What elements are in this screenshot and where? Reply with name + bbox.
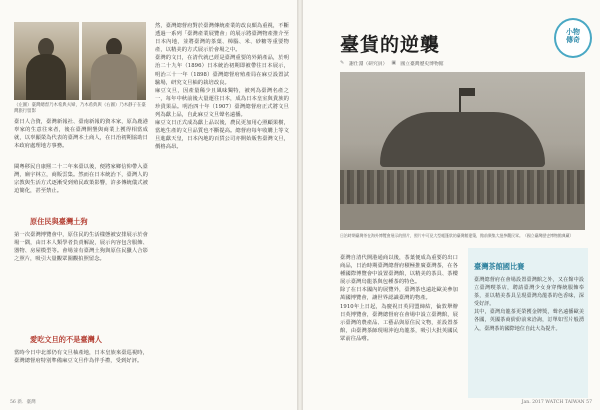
left-col1-mid-text: 閩粵移民自康熙二十二年來臺以後，便將家鄉信仰帶入臺灣，廟宇林立，商販雲集。然而在日本統治下，臺灣人的宗教與生活方式逐漸受到殖民政策影響，許多傳統儀式被迫簡化，甚至禁止。 [14,164,148,195]
exhibition-photo-caption: 日治時期臺灣茶在海外博覽會展示的照片，照片中可見大型帳篷狀的臺灣館建築，館前聚集大批參觀民眾。（國立臺灣歷史博物館典藏） [340,233,574,238]
subhead-indigenous-dogs: 原住民與臺灣土狗 [30,217,88,226]
left-folio [10,399,36,405]
subhead-wendan-pomelo: 愛吃文旦的不是臺灣人 [30,335,102,344]
portrait-man [14,22,79,100]
article-title: 臺貨的逆襲 [340,34,441,56]
badge-line1: 小物 [566,27,580,36]
left-col1-upper-text: 臺日人合資，臺灣新報社、臺南新報的資本家，原為鹿港辜家的生意往來者，後在臺灣開墾與商業上獲得相當成就，以辜顯榮為代表的臺灣本土商人，在日治初期協助日本政府處理地方事務。 [14,119,148,150]
historical-portrait-photos [14,22,146,100]
sidebar-title: 臺灣茶館國比賽 [474,262,525,271]
left-col1-bottom-text: 當時今日中北部仍有文旦柚產地，日本皇族來臺巡視時，臺灣總督府特別準備麻豆文旦作為伴手禮，受到好評。 [14,350,148,365]
badge-line2: 傳奇 [566,35,580,44]
right-folio [522,400,592,405]
sidebar-text: 臺灣總督府在會場設置臺灣館之外，又在館中設立臺灣喫茶店，聘請臺灣少女身穿傳統服飾奉茶，並以精美茶具呈現臺灣烏龍茶的色香味，深受好評。 其中，臺灣烏龍茶更榮獲金牌獎，聲名遠播歐美各國，英國茶商紛紛前來洽詢，訂單如雪片般湧入，臺灣茶的國際地位自此大為提升。 [474,277,584,332]
section-badge [554,18,592,58]
byline [340,60,444,67]
left-page-number: 56 [10,400,16,405]
right-page-number: 57 [586,400,592,405]
right-folio-mag: WATCH TAIWAN [545,400,585,405]
portrait-caption: （左圖）臺灣總督乃木希典夫婦，乃木希典與（右圖）乃木靜子在臺灣旅行留影 [14,103,146,114]
portrait-woman [82,22,147,100]
left-folio-label: 新．臺灣 [17,400,36,405]
pen-icon: ✎ [340,60,345,66]
left-col1-lower-text: 第一次臺灣博覽會中，原住民的生活樣態被安排展示於會場一隅，由日本人類學者負責解說，展示內容包含服飾、器物、房屋模型等。會場並有臺灣土狗與原住民獵人合影之照片，吸引大量觀眾圍觀拍照留念。 [14,232,148,263]
exhibition-photo [340,72,585,230]
byline-author: 謝仕淵（研究員） [349,62,388,67]
right-folio-date: Jan. 2017 [521,400,544,405]
byline-org: 國立臺灣歷史博物館 [400,62,444,67]
left-col2-text: 然，臺灣總督府對於臺灣傳統產業的改良頗為重視，不斷透過一系列「臺灣產業展覽會」的展示將臺灣物產推介至日本內地，並將臺灣的茶葉、樟腦、米、砂糖等重要物產，以精美的方式展示於會場之中。 臺灣的文日，在清代就已經是臺灣重要的外銷產品，於明治二十九年（1896）日本統治初期即被帶往日本展示，明治三十一年（1898）臺灣總督府殖產局在麻豆設置試驗場，研究文旦柚的栽培改良。 麻豆文旦，因產量稀少且風味獨特，被列為臺灣名產之一，每年中秋前後大量運往日本，成為日本皇室與貴族的珍貴果品。明治四十年（1907）臺灣總督府正式將文旦列為獻上品，自此麻豆文旦聲名遠播。 麻豆文日正式成為獻上品以後，農民更加用心照顧果樹，當地生產的文旦品質也不斷提高。總督府每年收購上等文旦進獻天皇，日本內地的百貨公司亦開始販售臺灣文旦，價格高昂。 [155,23,289,151]
right-col1-text: 臺灣自清代開港通商以後，茶葉便成為重要的出口商品，日治時期臺灣總督府積極推廣臺灣茶，在各種國際博覽會中設置臺灣館，以精美的茶具、茶樓展示臺灣烏龍茶與包種茶的特色。 除了在日本國內的展覽外，臺灣茶也遠赴歐美參加萬國博覽會，讓世界認識臺灣的物產。 1910年上日起，為慶祝日英同盟締結，倫敦舉辦日英博覽會，臺灣總督府在會場中設立臺灣館，展示臺灣的農產品、工藝品與原住民文物，並設置茶館，由臺灣茶師現場沖泡烏龍茶，吸引大批英國民眾前往品嚐。 [340,255,458,342]
museum-icon: ▣ [391,60,397,66]
